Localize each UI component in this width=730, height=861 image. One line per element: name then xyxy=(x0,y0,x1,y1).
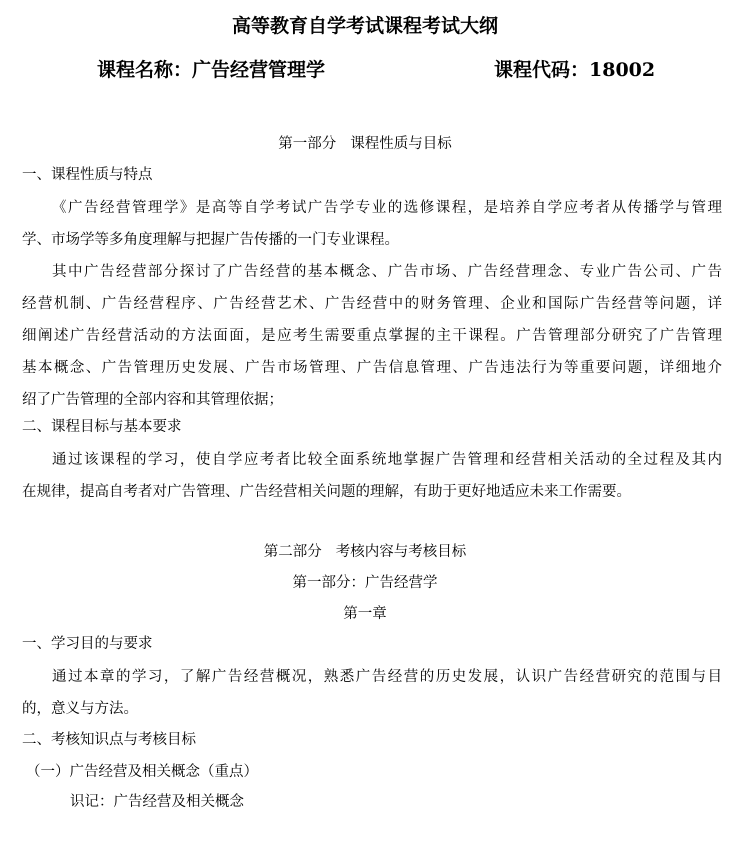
part1-para1-line1: 《广告经营管理学》是高等自学考试广告学专业的选修课程，是培养自学应考者从传播学与管理 xyxy=(52,200,722,216)
part1-para2-line1: 其中广告经营部分探讨了广告经营的基本概念、广告市场、广告经营理念、专业广告公司、广告 xyxy=(52,264,722,280)
part2-section1-title: 一、学习目的与要求 xyxy=(22,636,153,652)
part2-heading-suffix: 考核内容与考核目标 xyxy=(335,544,467,560)
course-code: 课程代码：18002 xyxy=(494,59,656,81)
part2-item1-detail: 识记：广告经营及相关概念 xyxy=(70,794,244,810)
part1-para2-line5: 绍了广告管理的全部内容和其管理依据； xyxy=(22,392,283,408)
part1-para3-line2: 在规律，提高自考者对广告管理、广告经营相关问题的理解，有助于更好地适应未来工作需要。 xyxy=(22,484,631,500)
part2-para1-line1: 通过本章的学习，了解广告经营概况，熟悉广告经营的历史发展，认识广告经营研究的范围与目 xyxy=(52,669,722,685)
document-title: 高等教育自学考试课程考试大纲 xyxy=(231,15,498,37)
part1-para1-line2: 学、市场学等多角度理解与把握广告传播的一门专业课程。 xyxy=(22,232,399,248)
part1-para2-line2: 经营机制、广告经营程序、广告经营艺术、广告经营中的财务管理、企业和国际广告经营等问题，详 xyxy=(22,296,722,312)
part2-section2-title: 二、考核知识点与考核目标 xyxy=(22,732,196,748)
part1-section1-title: 一、课程性质与特点 xyxy=(22,167,153,183)
chapter-heading: 第一章 xyxy=(343,606,387,622)
part1-para2-line4: 基本概念、广告管理历史发展、广告市场管理、广告信息管理、广告违法行为等重要问题，详细地介 xyxy=(22,360,722,376)
part2-heading-prefix: 第二部分 xyxy=(263,544,322,560)
part1-para2-line3: 细阐述广告经营活动的方法面面，是应考生需要重点掌握的主干课程。广告管理部分研究了广告管理 xyxy=(22,328,722,344)
part1-section2-title: 二、课程目标与基本要求 xyxy=(22,419,182,435)
part1-heading-prefix: 第一部分 xyxy=(278,136,337,152)
part1-para3-line1: 通过该课程的学习，使自学应考者比较全面系统地掌握广告管理和经营相关活动的全过程及其内 xyxy=(52,452,722,468)
part2-item1: （一）广告经营及相关概念（重点） xyxy=(26,764,258,780)
part2-heading xyxy=(0,542,730,562)
course-name: 课程名称：广告经营管理学 xyxy=(97,59,326,81)
part1-heading-suffix: 课程性质与目标 xyxy=(350,136,452,152)
part2-para1-line2: 的，意义与方法。 xyxy=(22,701,138,717)
part1-heading xyxy=(0,134,730,154)
part2-subpart-heading: 第一部分：广告经营学 xyxy=(292,575,438,591)
